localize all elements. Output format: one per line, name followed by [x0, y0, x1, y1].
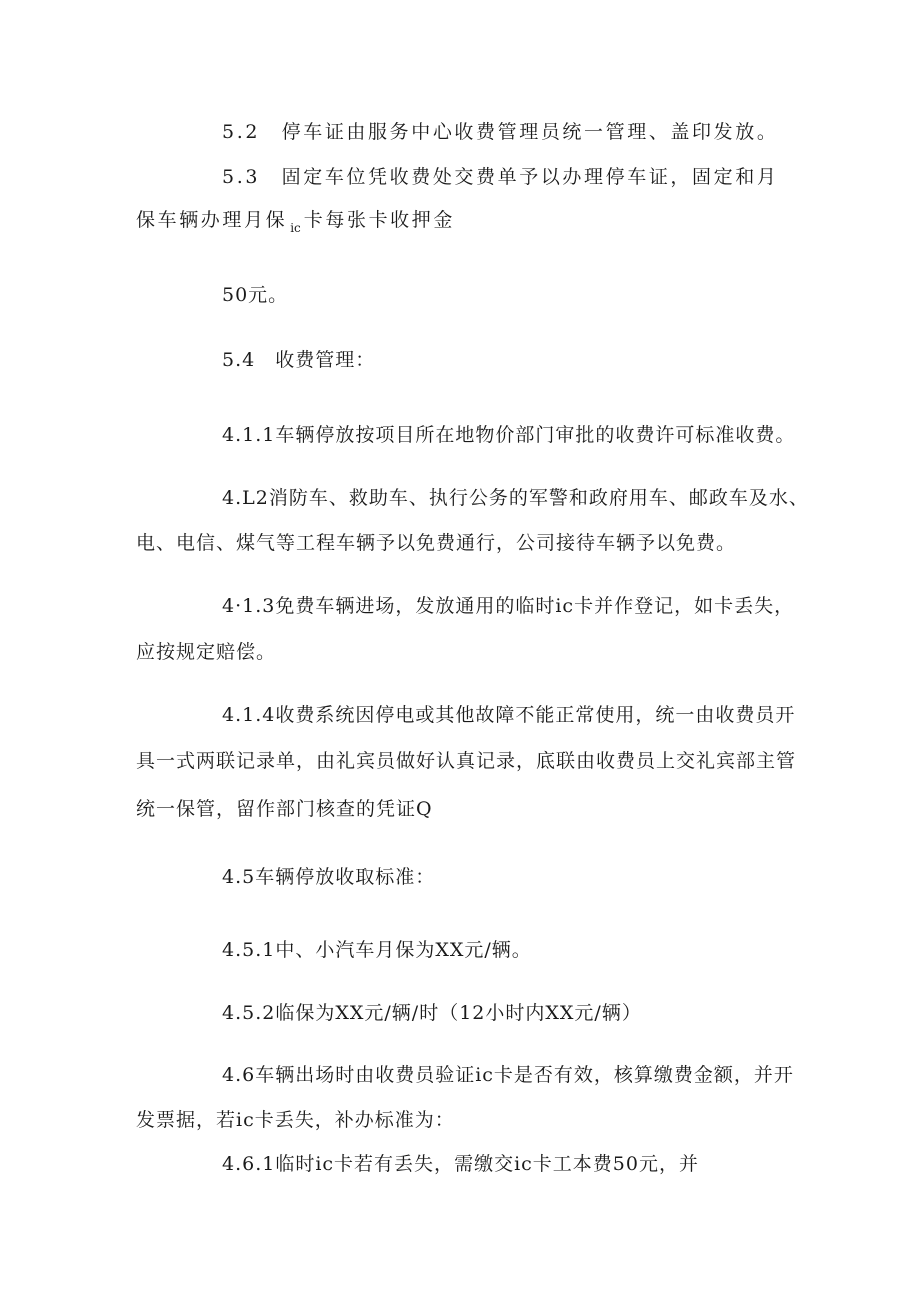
paragraph-5-3-line-3: 50元。	[222, 284, 289, 306]
paragraph-4-5-2: 4.5.2临保为XX元/辆/时（12小时内XX元/辆）	[222, 1002, 642, 1024]
paragraph-4-5-1: 4.5.1中、小汽车月保为XX元/辆。	[222, 939, 532, 961]
paragraph-4-1-2-line-2: 电、电信、煤气等工程车辆予以免费通行，公司接待车辆予以免费。	[136, 532, 737, 554]
paragraph-4-6-line-1: 4.6车辆出场时由收费员验证ic卡是否有效，核算缴费金额，并开	[222, 1064, 794, 1086]
paragraph-4-1-4-line-1: 4.1.4收费系统因停电或其他故障不能正常使用，统一由收费员开	[222, 704, 796, 726]
paragraph-4-6-1: 4.6.1临时ic卡若有丢失，需缴交ic卡工本费50元，并	[222, 1153, 699, 1175]
paragraph-4-1-4-line-3: 统一保管，留作部门核查的凭证Q	[136, 798, 433, 820]
paragraph-5-2: 5.2 停车证由服务中心收费管理员统一管理、盖印发放。	[222, 121, 779, 143]
paragraph-4-6-line-2: 发票据，若ic卡丢失，补办标准为：	[136, 1109, 455, 1131]
ic-subscript: ic	[290, 221, 301, 235]
paragraph-4-5: 4.5车辆停放收取标准：	[222, 866, 436, 888]
paragraph-4-1-1: 4.1.1车辆停放按项目所在地物价部门审批的收费许可标准收费。	[222, 424, 796, 446]
paragraph-5-4: 5.4 收费管理：	[222, 349, 376, 371]
paragraph-4-1-3-line-1: 4·1.3免费车辆进场，发放通用的临时ic卡并作登记，如卡丢失，	[222, 595, 795, 617]
paragraph-5-3-line-1: 5.3 固定车位凭收费处交费单予以办理停车证，固定和月	[222, 166, 779, 188]
paragraph-4-1-4-line-2: 具一式两联记录单，由礼宾员做好认真记录，底联由收费员上交礼宾部主管	[136, 750, 797, 772]
paragraph-5-3-line-2: 保车辆办理月保 $_{ic}$ 卡每张卡收押金	[136, 209, 455, 235]
paragraph-4-1-2-line-1: 4.L2消防车、救助车、执行公务的军警和政府用车、邮政车及水、	[222, 487, 809, 509]
paragraph-4-1-3-line-2: 应按规定赔偿。	[136, 641, 277, 663]
